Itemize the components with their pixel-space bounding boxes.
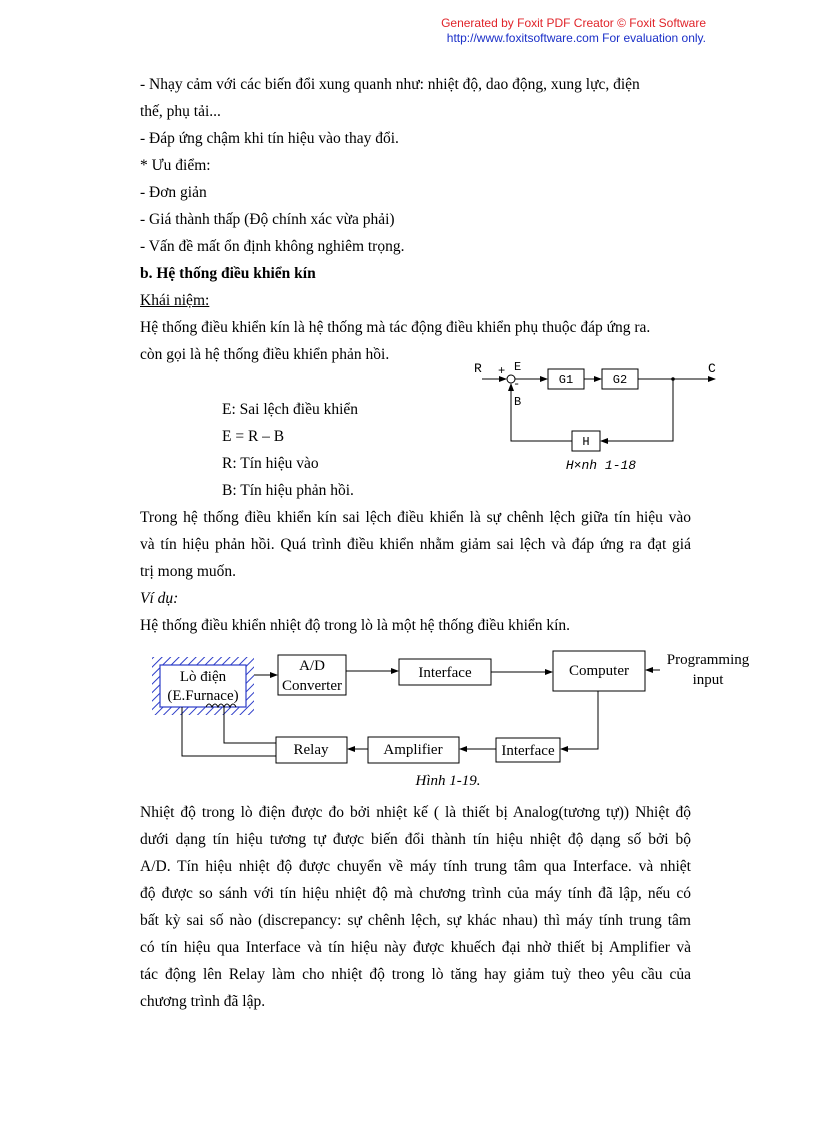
- definition-e: E: Sai lệch điều khiển: [222, 401, 359, 418]
- paragraph-line: trị mong muốn.: [140, 563, 237, 580]
- paragraph-line: có tín hiệu qua Interface và tín hiệu này được khuếch đại nhờ thiết bị Amplifier và: [140, 939, 691, 956]
- paragraph-line: tác động lên Relay làm cho nhiệt độ trong lò tăng hay giảm tuỳ theo yêu cầu của: [140, 966, 691, 983]
- furnace-label-1: Lò điện: [179, 669, 227, 685]
- example-label: Ví dụ:: [140, 590, 179, 607]
- paragraph-line: độ được so sánh với tín hiệu nhiệt độ mà chương trình của máy tính đã lập, nếu có: [140, 885, 691, 902]
- paragraph-line: A/D. Tín hiệu nhiệt độ được chuyển về máy tính trung tâm qua Interface. và nhiệt: [140, 858, 691, 875]
- label-g1: G1: [558, 373, 574, 387]
- paragraph-line: Trong hệ thống điều khiển kín sai lệch điều khiển là sự chênh lệch giữa tín hiệu vào: [140, 509, 691, 526]
- text-line: thế, phụ tải...: [140, 103, 221, 120]
- watermark-line-2: http://www.foxitsoftware.com For evaluation only.: [446, 31, 706, 45]
- subheading-khai-niem: Khái niệm:: [140, 292, 210, 309]
- label-c: C: [708, 361, 716, 376]
- interface-bottom-label: Interface: [501, 743, 555, 759]
- label-g2: G2: [612, 373, 628, 387]
- text-line: - Nhạy cảm với các biến đổi xung quanh như: nhiệt độ, dao động, xung lực, điện: [140, 76, 640, 93]
- ad-label-1: A/D: [299, 658, 325, 674]
- figure-1-18-caption: H×nh 1-18: [565, 458, 637, 473]
- section-heading: b. Hệ thống điều khiển kín: [140, 265, 316, 282]
- label-r: R: [474, 361, 482, 376]
- paragraph-line: chương trình đã lập.: [140, 993, 266, 1010]
- definition-b: B: Tín hiệu phản hồi.: [222, 482, 354, 499]
- text-line: - Đáp ứng chậm khi tín hiệu vào thay đổi.: [140, 130, 399, 147]
- text-line: * Ưu điểm:: [140, 157, 211, 174]
- text-line: Hệ thống điều khiển kín là hệ thống mà tác động điều khiển phụ thuộc đáp ứng ra.: [140, 319, 651, 336]
- computer-label: Computer: [569, 663, 629, 679]
- programming-label-1: Programming: [666, 652, 750, 668]
- feedback-path-to-junction: [511, 384, 572, 441]
- figure-1-18-block-diagram: [460, 355, 730, 480]
- interface-top-label: Interface: [418, 665, 472, 681]
- equation: E = R – B: [222, 428, 285, 445]
- watermark-line-1: Generated by Foxit PDF Creator © Foxit Software: [441, 16, 706, 30]
- furnace-label-2: (E.Furnace): [167, 688, 239, 704]
- ad-label-2: Converter: [282, 678, 342, 694]
- text-line: - Đơn giản: [140, 184, 207, 201]
- label-b: B: [514, 395, 522, 409]
- label-plus: +: [498, 364, 506, 378]
- figure-1-19-diagram: [148, 645, 768, 795]
- text-line: còn gọi là hệ thống điều khiển phản hồi.: [140, 346, 390, 363]
- text-line: - Vấn đề mất ổn định không nghiêm trọng.: [140, 238, 405, 255]
- text-line: - Giá thành thấp (Độ chính xác vừa phải): [140, 211, 395, 228]
- relay-label: Relay: [293, 742, 329, 758]
- paragraph-line: và tín hiệu phản hồi. Quá trình điều khiển nhằm giảm sai lệch và đáp ứng ra đạt giá: [140, 536, 691, 553]
- figure-1-19-caption: Hình 1-19.: [415, 773, 481, 789]
- label-h: H: [582, 435, 590, 449]
- paragraph-line: Nhiệt độ trong lò điện được đo bởi nhiệt kế ( là thiết bị Analog(tương tự)) Nhiệt độ: [140, 804, 691, 821]
- label-e: E: [514, 360, 522, 374]
- label-minus: -: [513, 377, 521, 391]
- paragraph-line: bất kỳ sai số nào (discrepancy: sự chênh lệch, sự khác nhau) thì máy tính trung tâm: [140, 912, 691, 929]
- example-text: Hệ thống điều khiển nhiệt độ trong lò là một hệ thống điều khiển kín.: [140, 617, 571, 634]
- definition-r: R: Tín hiệu vào: [222, 455, 319, 472]
- paragraph-line: dưới dạng tín hiệu tương tự được biến đổi thành tín hiệu nhiệt độ dạng số bởi bộ: [140, 831, 691, 848]
- arrow-computer-to-interface: [561, 691, 598, 749]
- programming-label-2: input: [692, 672, 724, 688]
- amplifier-label: Amplifier: [383, 742, 443, 758]
